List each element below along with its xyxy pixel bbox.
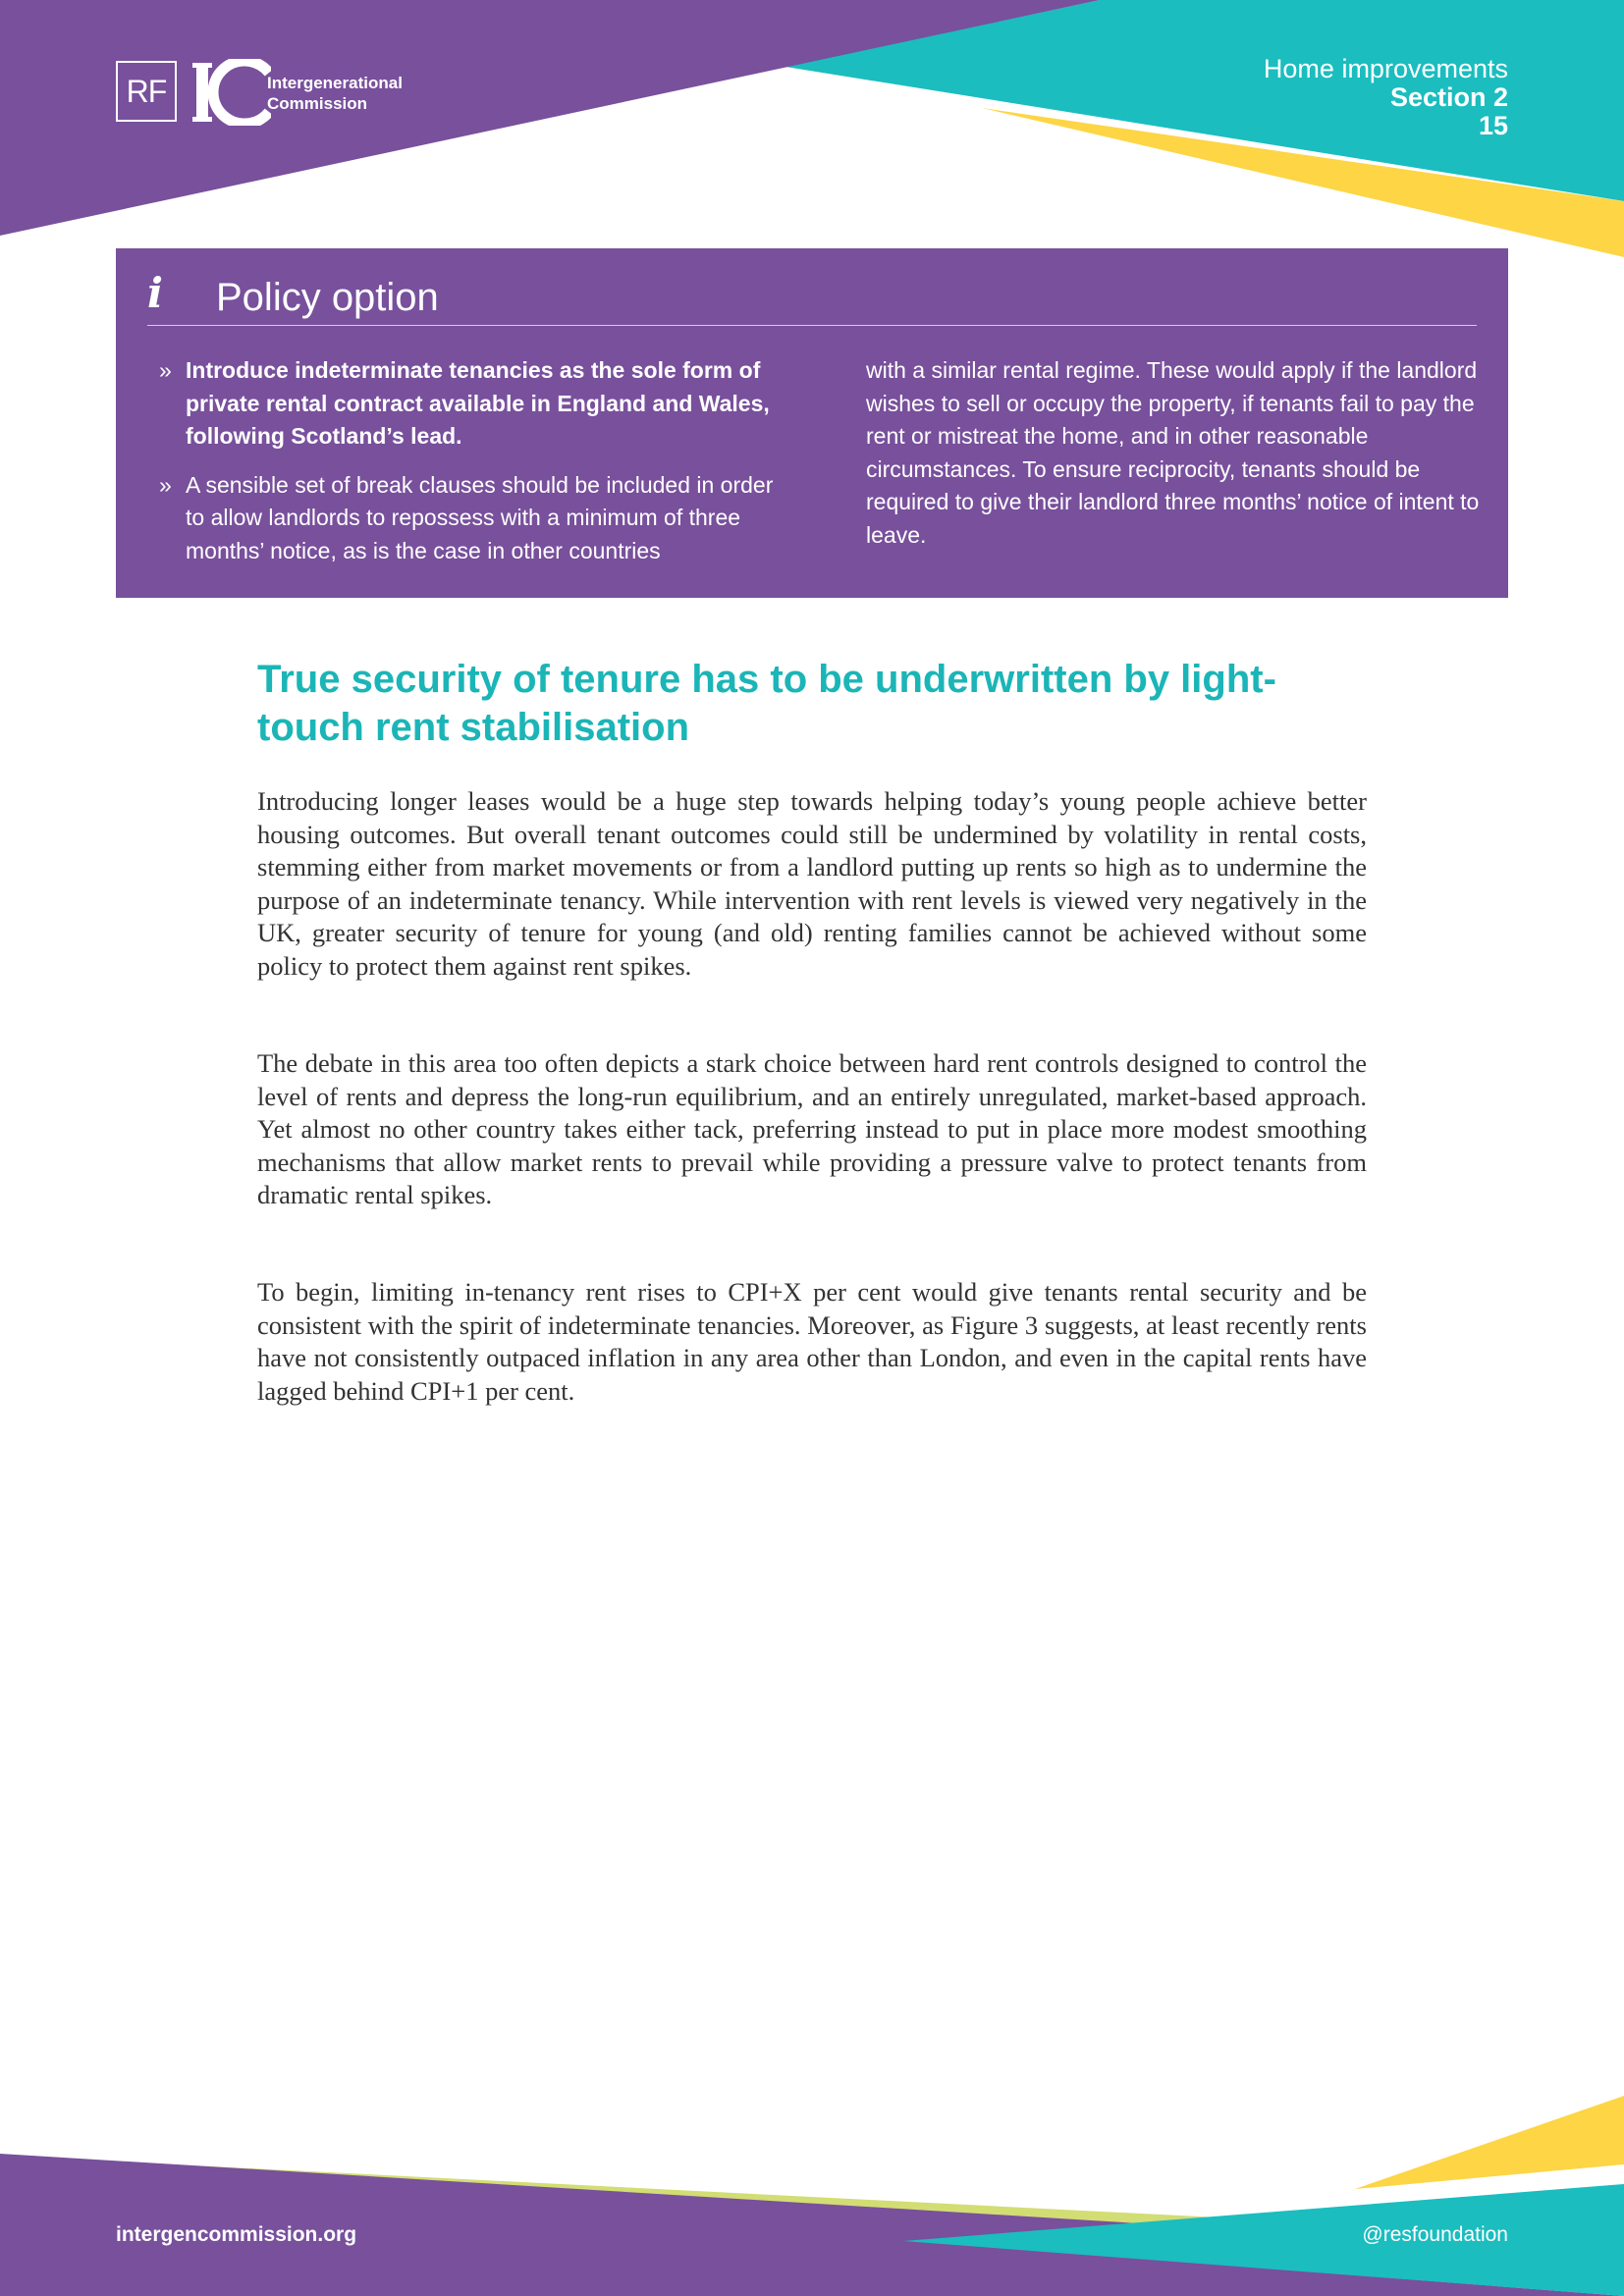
policy-option-box bbox=[116, 248, 1508, 598]
policy-title: Policy option bbox=[216, 276, 439, 319]
info-icon: i bbox=[147, 269, 163, 317]
ic-logo-icon bbox=[192, 59, 271, 126]
section-number: Section 2 bbox=[1389, 82, 1508, 112]
body-paragraph: To begin, limiting in-tenancy rent rises to CPI+X per cent would give tenants rental security and be consistent with the spirit of indeterminate tenancies. Moreover, as Figure 3 suggests, at least recently rents have not consistently outpaced inflation in any area other than London, and even in the capital rents have lagged behind CPI+1 per cent. bbox=[257, 1277, 1367, 1406]
section-info bbox=[1264, 55, 1508, 140]
ic-logo-line1: Intergenerational bbox=[267, 74, 403, 92]
footer-yellow-shape bbox=[1355, 2096, 1624, 2189]
body-paragraph: The debate in this area too often depicts a stark choice between hard rent controls designed to control the level of rents and depress the long-run equilibrium, and an entirely unregulated, market-based approach. Yet almost no other country takes either tack, preferring instead to put in place more modest smoothing mechanisms that allow market rents to prevail while providing a pressure valve to protect tenants from dramatic rental spikes. bbox=[257, 1048, 1367, 1209]
section-title: Home improvements bbox=[1263, 54, 1508, 83]
policy-bullet-text: A sensible set of break clauses should be included in order to allow landlords to repossess with a minimum of three months’ notice, as is the case in other countries bbox=[186, 471, 774, 563]
policy-right-column: with a similar rental regime. These would apply if the landlord wishes to sell or occupy the property, if tenants fail to pay the rent or mistreat the home, and in other reasonable circumstances. To ensure reciprocity, tenants should be required to give their landlord three months’ notice of intent to leave. bbox=[866, 357, 1480, 548]
page-number: 15 bbox=[1478, 111, 1508, 140]
policy-left-column bbox=[159, 354, 797, 583]
policy-header bbox=[147, 270, 1477, 326]
section-heading: True security of tenure has to be underwritten by light-touch rent stabilisation bbox=[257, 658, 1276, 749]
policy-bullet-text: Introduce indeterminate tenancies as the sole form of private rental contract available in England and Wales, following Scotland’s lead. bbox=[186, 357, 770, 449]
ic-logo-line2: Commission bbox=[267, 94, 368, 113]
footer-website-link[interactable]: intergencommission.org bbox=[116, 2223, 357, 2246]
ic-logo-text bbox=[267, 73, 403, 114]
bullet-mark: » bbox=[159, 471, 172, 498]
rf-logo-text: RF bbox=[126, 73, 167, 109]
policy-bullet bbox=[159, 354, 797, 454]
footer-twitter-handle[interactable]: @resfoundation bbox=[1362, 2223, 1508, 2246]
policy-bullet bbox=[159, 469, 797, 568]
rf-logo bbox=[116, 61, 177, 122]
bullet-mark: » bbox=[159, 357, 172, 383]
body-paragraph: Introducing longer leases would be a huge step towards helping today’s young people achieve better housing outcomes. But overall tenant outcomes could still be undermined by volatility in rental costs, stemming either from market movements or from a landlord putting up rents so high as to undermine the purpose of an indeterminate tenancy. While intervention with rent levels is viewed very negatively in the UK, greater security of tenure for young (and old) renting families cannot be achieved without some policy to protect them against rent spikes. bbox=[257, 786, 1367, 981]
